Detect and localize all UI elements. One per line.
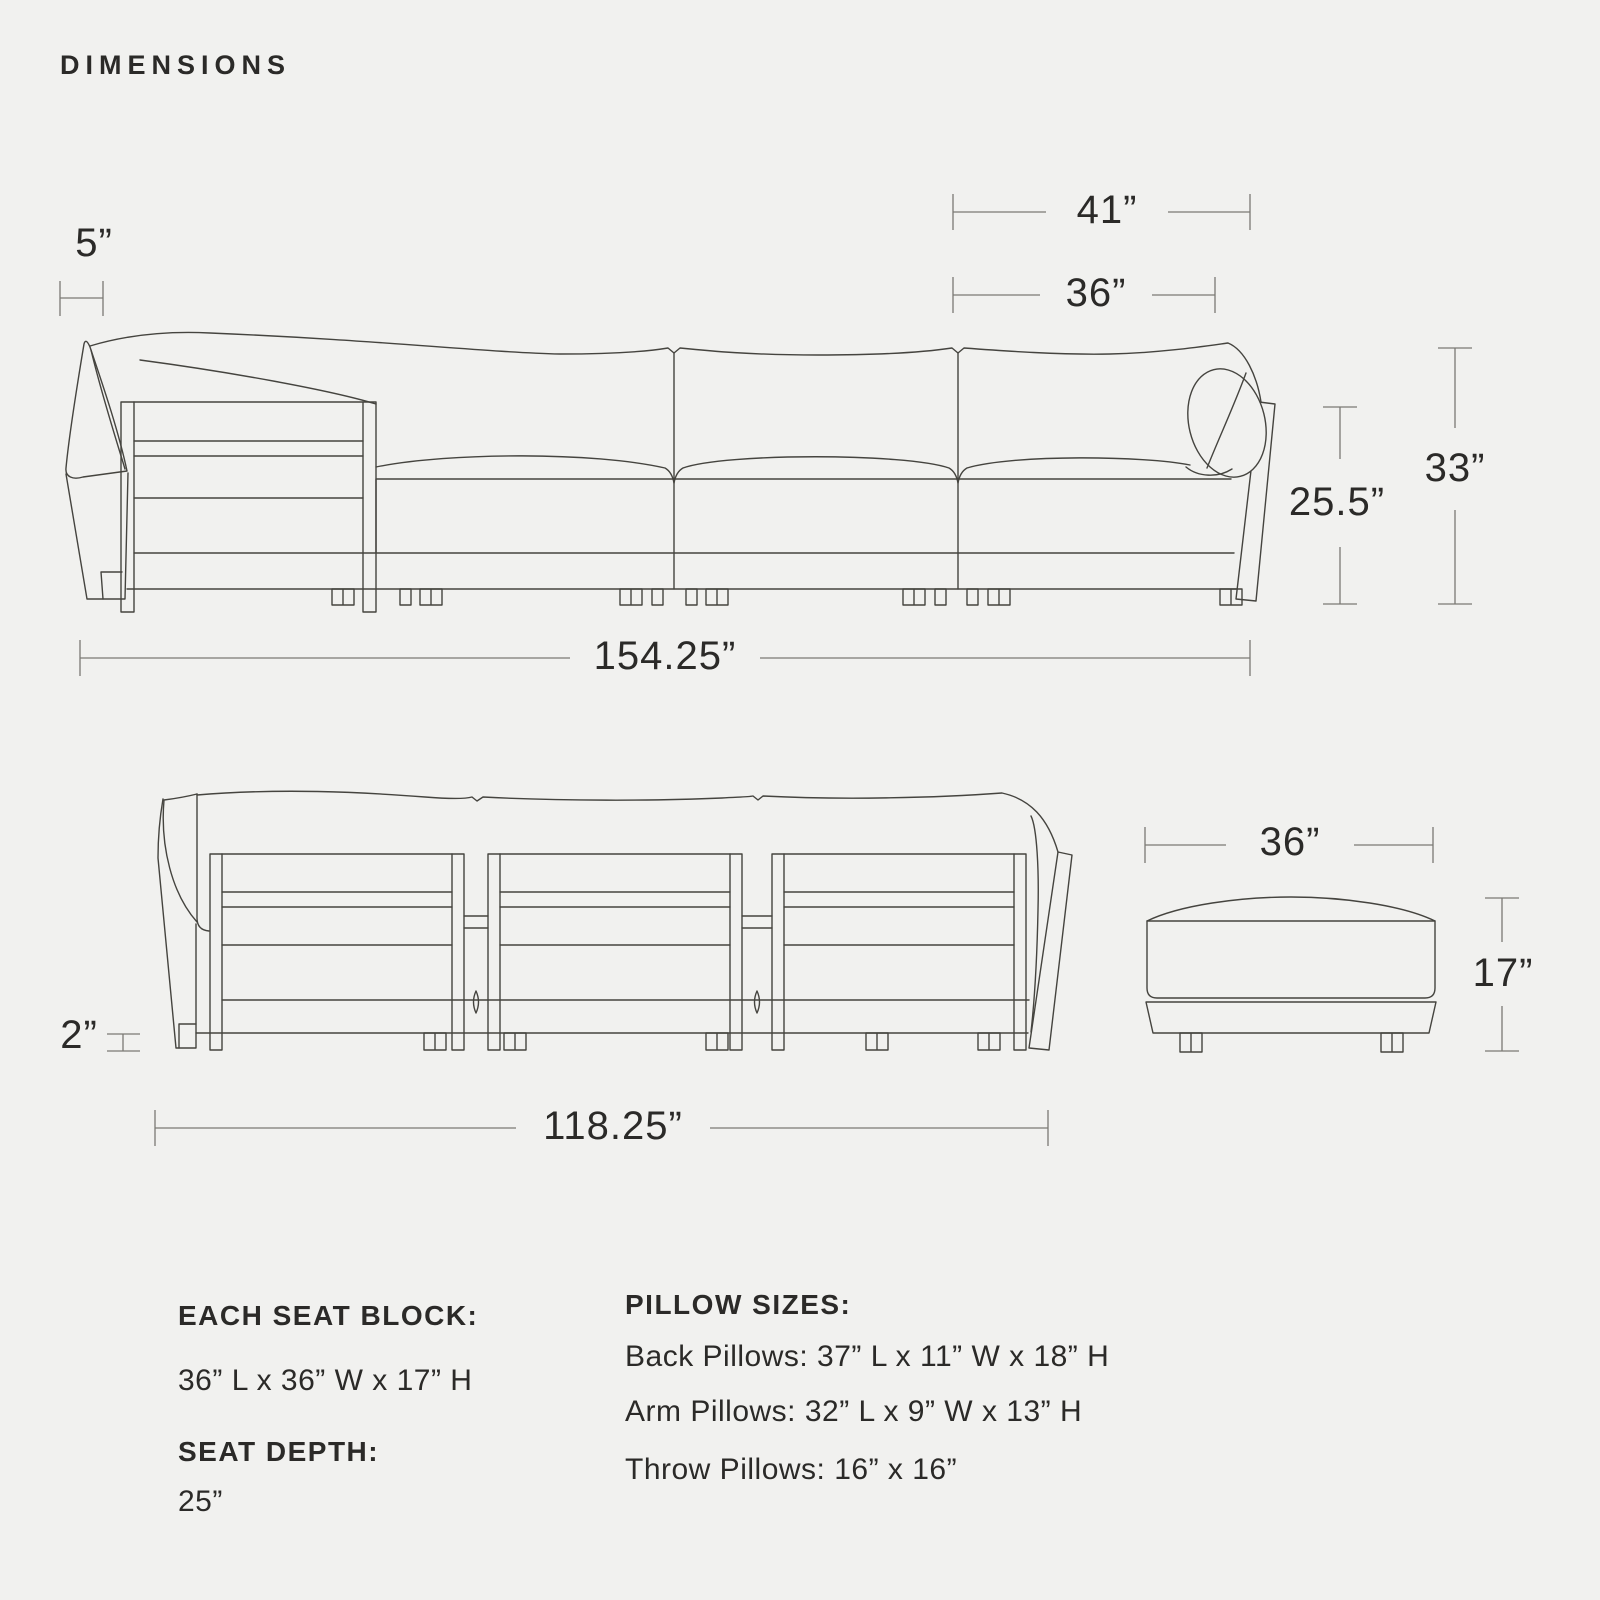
ottoman-body — [1147, 921, 1435, 998]
pillow-size-throw: Throw Pillows: 16” x 16” — [625, 1453, 958, 1486]
corner-side-panel — [66, 473, 128, 599]
back-cushions-top-edge — [90, 332, 1261, 402]
dim-label-back-overall-length: 118.25” — [543, 1104, 683, 1148]
dim-label-leg-height: 2” — [60, 1013, 98, 1057]
corner-back-cushion — [66, 341, 127, 478]
back-frame-post — [210, 854, 222, 1050]
back-corner-cushion-edge — [197, 794, 209, 931]
back-frame-post — [452, 854, 464, 1050]
dim-label-seat-module-width: 36” — [1065, 271, 1127, 315]
pillow-size-back: Back Pillows: 37” L x 11” W x 18” H — [625, 1340, 1110, 1373]
dim-label-ottoman-width: 36” — [1259, 820, 1321, 864]
corner-cushion-top-edge — [140, 360, 376, 404]
dim-label-back-height: 25.5” — [1288, 480, 1386, 524]
corner-cushion-seam — [91, 350, 125, 469]
back-view-legs — [424, 1033, 1000, 1050]
back-corner-foot — [179, 1024, 196, 1048]
seat-front-edge — [376, 479, 1231, 553]
ottoman-legs — [1180, 1033, 1403, 1052]
dim-label-ottoman-height: 17” — [1472, 951, 1534, 995]
seat-depth-value: 25” — [178, 1485, 223, 1518]
seat-block-value: 36” L x 36” W x 17” H — [178, 1364, 473, 1397]
ottoman-cushion-dome — [1147, 897, 1435, 921]
dim-label-back-cushion-thickness: 5” — [75, 221, 113, 265]
back-frame-post — [730, 854, 742, 1050]
sofa-back-view-drawing — [158, 791, 1072, 1050]
page-title: DIMENSIONS — [60, 50, 292, 80]
back-cushions-top-edge — [197, 791, 1058, 852]
back-corner-cushion — [163, 794, 197, 922]
frame-rails — [134, 402, 363, 498]
seat-depth-heading: SEAT DEPTH: — [178, 1436, 380, 1467]
dim-label-overall-length: 154.25” — [593, 634, 737, 678]
back-base-rails — [196, 1000, 1029, 1033]
front-view-legs — [332, 589, 1242, 605]
ottoman-base — [1146, 1002, 1436, 1033]
module-connectors — [464, 916, 772, 928]
back-frame-post — [772, 854, 784, 1050]
back-right-arm-panel — [1029, 852, 1072, 1050]
pillow-size-arm: Arm Pillows: 32” L x 9” W x 13” H — [625, 1395, 1083, 1428]
back-frame-post — [1014, 854, 1026, 1050]
frame-right-post — [363, 402, 376, 612]
dim-label-end-module-width: 41” — [1076, 188, 1138, 232]
ottoman-drawing — [1146, 897, 1436, 1052]
seat-block-heading: EACH SEAT BLOCK: — [178, 1300, 479, 1331]
dim-line-2in — [107, 1034, 140, 1051]
pillow-sizes-heading: PILLOW SIZES: — [625, 1289, 852, 1320]
back-frame-rails — [222, 854, 1014, 945]
dim-label-overall-height: 33” — [1424, 446, 1486, 490]
sofa-front-view-drawing — [66, 332, 1277, 612]
dim-line-5in — [60, 281, 103, 316]
base-rails — [127, 553, 1237, 589]
corner-panel-foot — [101, 572, 122, 599]
connector-joints — [474, 991, 760, 1013]
back-frame-post — [488, 854, 500, 1050]
